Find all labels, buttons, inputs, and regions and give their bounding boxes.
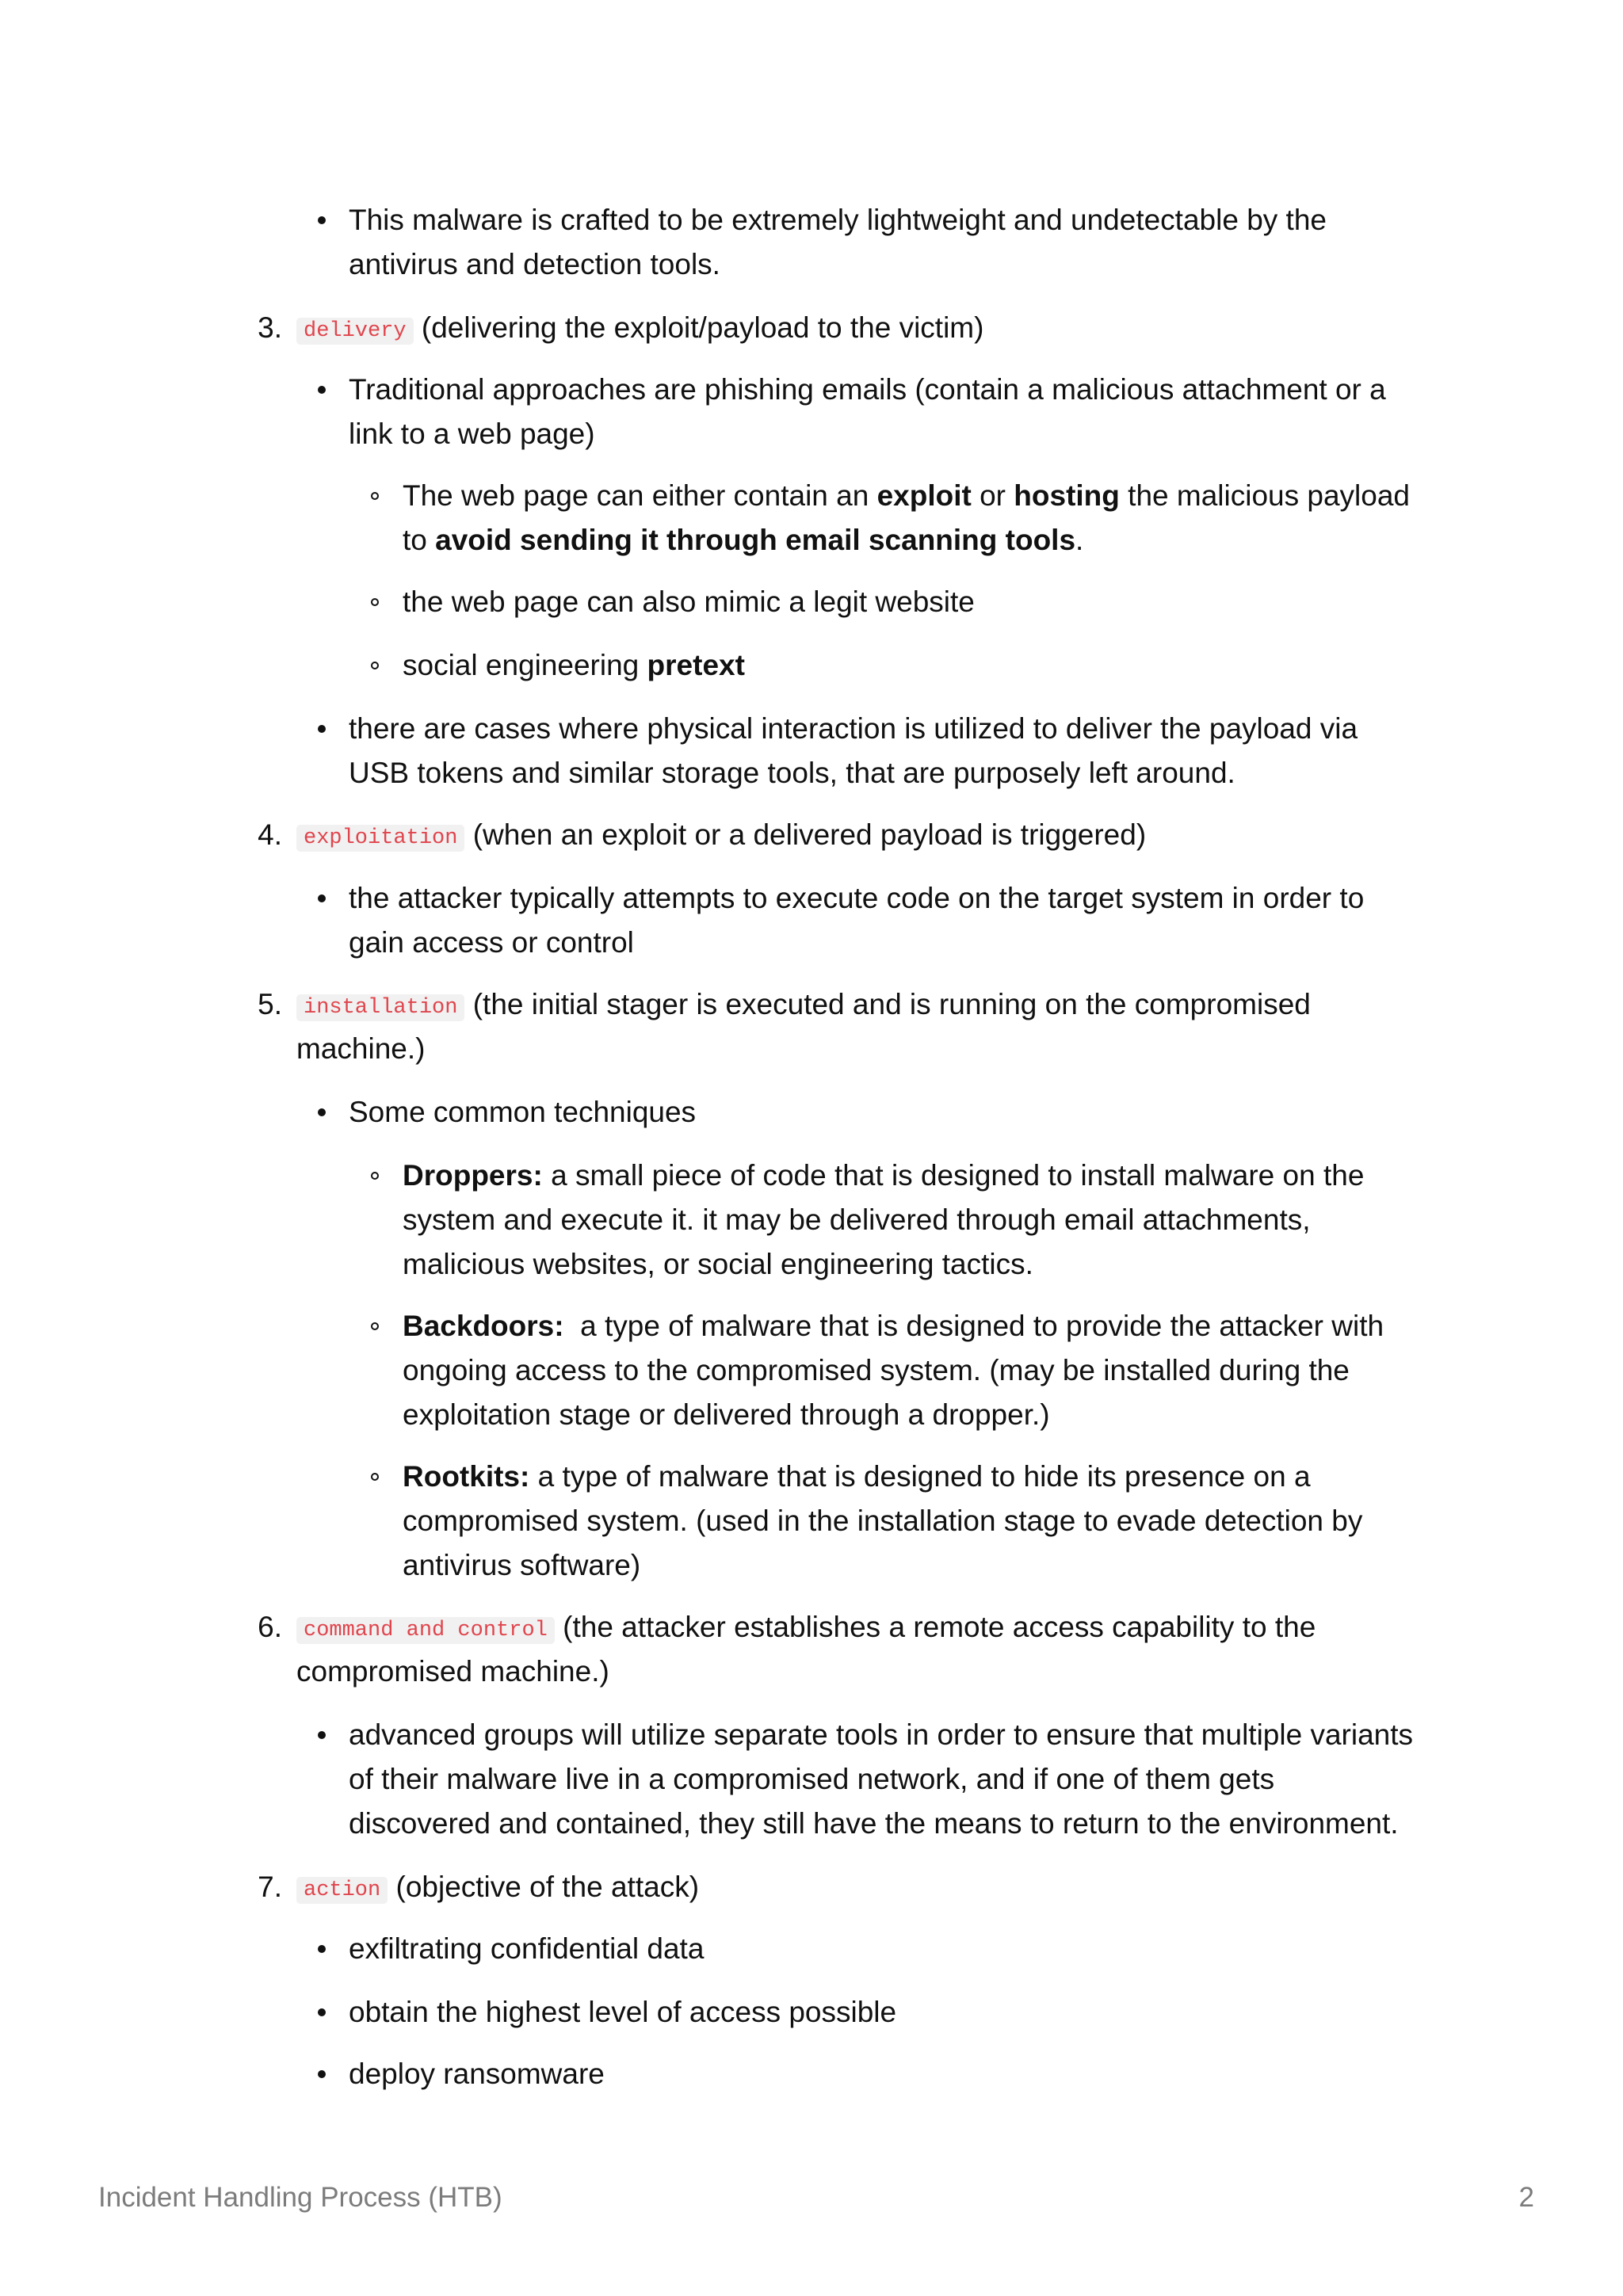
circle-bullet-icon [371, 598, 379, 606]
sub-list-item-cont: compromised system. (used in the installation stage to evade detection by [403, 1505, 1363, 1537]
sub-list-item: Droppers: a small piece of code that is designed to install malware on the [403, 1159, 1365, 1192]
bullet-icon [318, 1731, 326, 1739]
list-item: deploy ransomware [349, 2058, 605, 2090]
list-item: Traditional approaches are phishing emails (contain a malicious attachment or a [349, 373, 1386, 406]
bullet-icon [318, 1945, 326, 1953]
page-number: 2 [1518, 2182, 1534, 2213]
list-item: exfiltrating confidential data [349, 1932, 705, 1965]
bullet-icon [318, 216, 326, 224]
sub-list-item-cont: antivirus software) [403, 1549, 641, 1581]
circle-bullet-icon [371, 492, 379, 500]
list-item: This malware is crafted to be extremely lightweight and undetectable by the [349, 204, 1327, 236]
circle-bullet-icon [371, 1172, 379, 1180]
list-item-cont: gain access or control [349, 926, 634, 959]
list-item: advanced groups will utilize separate tools in order to ensure that multiple variants [349, 1718, 1414, 1751]
step-heading: delivery (delivering the exploit/payload to the victim) [296, 306, 983, 355]
footer-title: Incident Handling Process (HTB) [98, 2182, 502, 2213]
bullet-icon [318, 2070, 326, 2078]
sub-list-item: The web page can either contain an exploit or hosting the malicious payload [403, 479, 1410, 512]
list-item: obtain the highest level of access possible [349, 1996, 897, 2028]
step-number: 3. [258, 311, 282, 344]
circle-bullet-icon [371, 1473, 379, 1481]
code-delivery: delivery [296, 318, 414, 345]
bullet-icon [318, 2008, 326, 2016]
sub-list-item: Backdoors: a type of malware that is designed to provide the attacker with [403, 1310, 1384, 1342]
sub-list-item-cont: to avoid sending it through email scanning tools. [403, 524, 1084, 556]
list-item-cont: link to a web page) [349, 418, 595, 450]
list-item: there are cases where physical interaction is utilized to deliver the payload via [349, 712, 1358, 745]
step-heading: command and control (the attacker establishes a remote access capability to the [296, 1605, 1316, 1654]
code-action: action [296, 1877, 388, 1904]
list-item-cont: antivirus and detection tools. [349, 248, 720, 280]
sub-list-item-cont: exploitation stage or delivered through a dropper.) [403, 1398, 1050, 1431]
bullet-icon [318, 725, 326, 733]
code-installation: installation [296, 994, 464, 1021]
sub-list-item-cont: malicious websites, or social engineering tactics. [403, 1248, 1033, 1280]
list-item: the attacker typically attempts to execute code on the target system in order to [349, 882, 1365, 914]
step-number: 7. [258, 1871, 282, 1903]
list-item-cont: of their malware live in a compromised network, and if one of them gets [349, 1763, 1275, 1795]
sub-list-item: Rootkits: a type of malware that is designed to hide its presence on a [403, 1460, 1311, 1493]
code-command-and-control: command and control [296, 1617, 555, 1644]
step-number: 5. [258, 988, 282, 1020]
step-number: 4. [258, 818, 282, 851]
code-exploitation: exploitation [296, 825, 464, 852]
bullet-icon [318, 386, 326, 394]
sub-list-item-cont: ongoing access to the compromised system. (may be installed during the [403, 1354, 1350, 1386]
sub-list-item: social engineering pretext [403, 649, 745, 681]
step-heading-cont: compromised machine.) [296, 1655, 609, 1688]
bullet-icon [318, 1108, 326, 1116]
sub-list-item: the web page can also mimic a legit website [403, 585, 975, 618]
step-heading: installation (the initial stager is executed and is running on the compromised [296, 982, 1311, 1032]
step-heading: action (objective of the attack) [296, 1865, 699, 1914]
circle-bullet-icon [371, 662, 379, 669]
list-item-cont: discovered and contained, they still have the means to return to the environment. [349, 1807, 1399, 1840]
circle-bullet-icon [371, 1322, 379, 1330]
list-item-cont: USB tokens and similar storage tools, that are purposely left around. [349, 757, 1235, 789]
list-item: Some common techniques [349, 1096, 697, 1128]
step-heading: exploitation (when an exploit or a delivered payload is triggered) [296, 813, 1146, 862]
sub-list-item-cont: system and execute it. it may be delivered through email attachments, [403, 1203, 1311, 1236]
step-heading-cont: machine.) [296, 1032, 426, 1065]
bullet-icon [318, 894, 326, 902]
step-number: 6. [258, 1611, 282, 1643]
